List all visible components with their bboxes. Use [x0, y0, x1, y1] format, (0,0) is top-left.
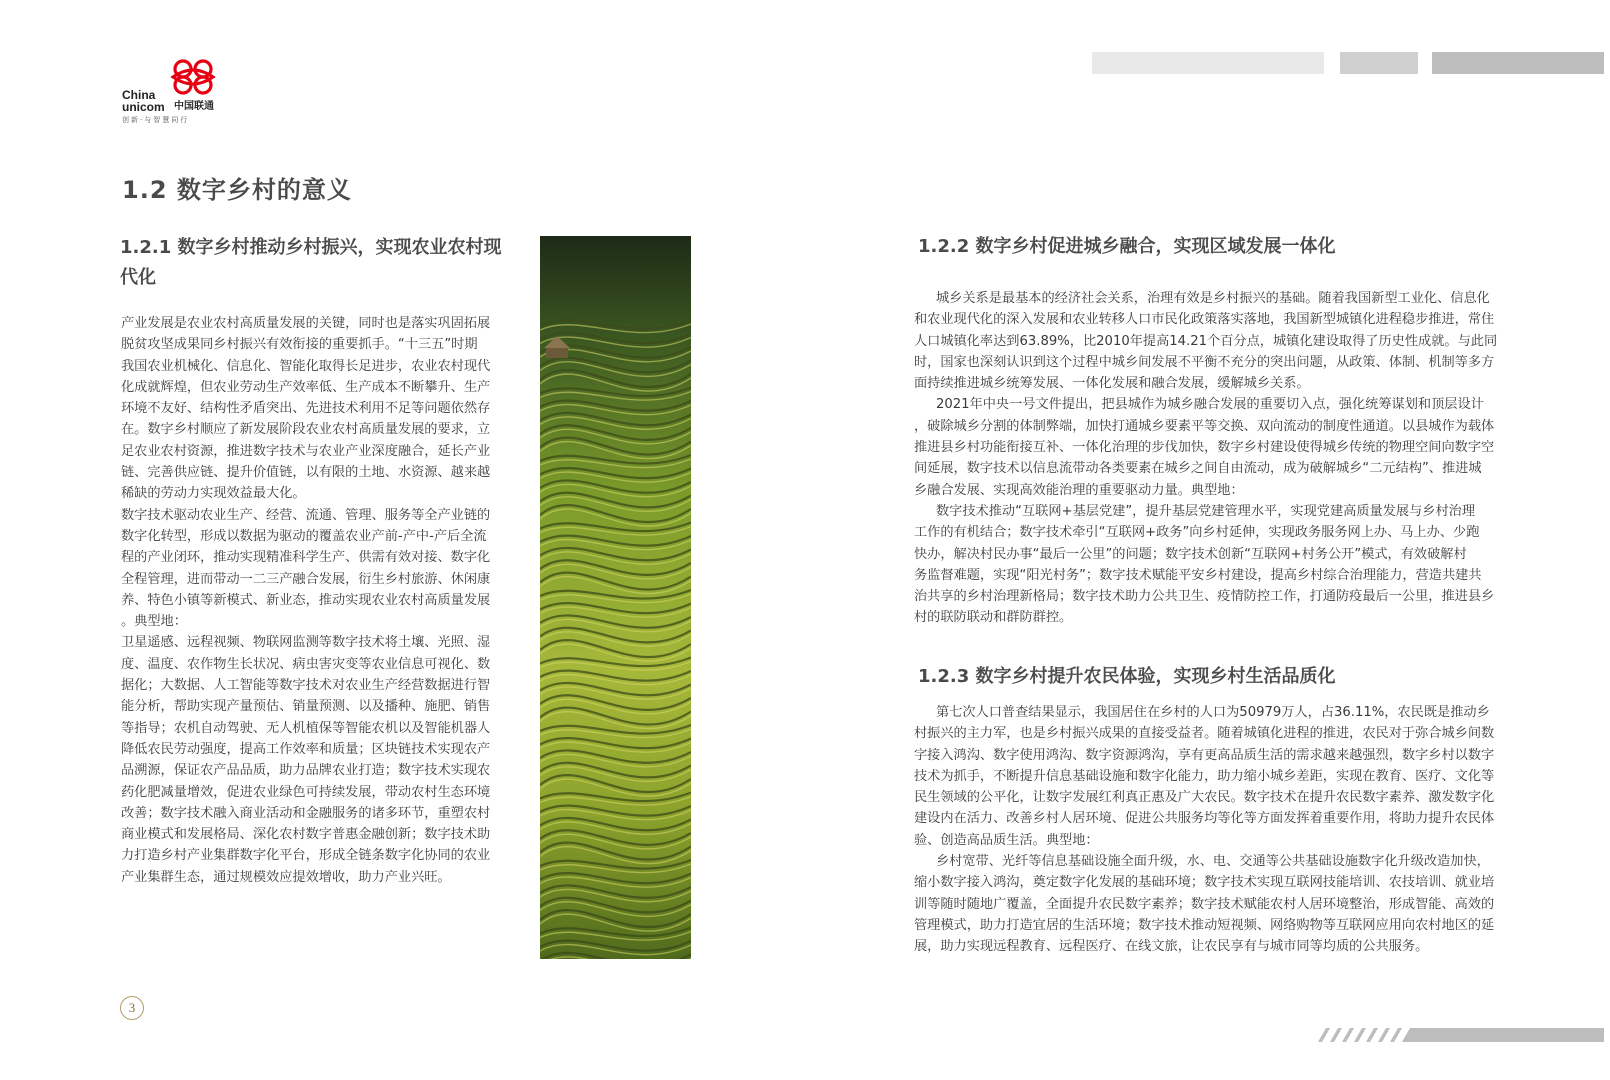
section-121-body [121, 313, 495, 888]
text-line: 建设内在活力、改善乡村人居环境、促进公共服务均等化等方面发挥着重要作用，将助力提升农民体 [914, 811, 1495, 827]
rice-terrace-photo [540, 236, 691, 959]
text-line: 民生领域的公平化，让数字发展红利真正惠及广大农民。数字技术在提升农民数字素养、激发数字化 [914, 790, 1495, 806]
page-title: 1.2 数字乡村的意义 [122, 176, 352, 204]
logo-brand-en-line1: China [122, 88, 156, 102]
text-line: 脱贫攻坚成果同乡村振兴有效衔接的重要抓手。“十三五”时期 [121, 337, 478, 353]
header-bar-2 [1340, 52, 1418, 74]
text-line: 缩小数字接入鸿沟，奠定数字化发展的基础环境；数字技术实现互联网技能培训、农技培训、就业培 [914, 875, 1495, 891]
text-line: 足农业农村资源，推进数字技术与农业产业深度融合，延长产业 [121, 443, 491, 459]
text-line: 面持续推进城乡统筹发展、一体化发展和融合发展，缓解城乡关系。 [914, 376, 1310, 392]
header-bar-3 [1432, 52, 1604, 74]
text-line: 验、创造高品质生活。典型地： [914, 832, 1099, 848]
text-line: 乡村宽带、光纤等信息基础设施全面升级，水、电、交通等公共基础设施数字化升级改造加快， [936, 854, 1490, 870]
unicom-knot-icon [164, 55, 222, 99]
text-line: 化成就辉煌，但农业劳动生产效率低、生产成本不断攀升、生产 [121, 379, 491, 395]
text-line: 管理模式，助力打造宜居的生活环境；数字技术推动短视频、网络购物等互联网应用向农村地区的延 [914, 917, 1495, 933]
china-unicom-logo [118, 55, 238, 130]
text-line: 时，国家也深刻认识到这个过程中城乡间发展不平衡不充分的突出问题，从政策、体制、机制等多方 [914, 354, 1495, 370]
text-line: 工作的有机结合；数字技术牵引“互联网+政务”向乡村延伸，实现政务服务网上办、马上办、少跑 [914, 525, 1480, 541]
text-line: 能分析，帮助实现产量预估、销量预测、以及播种、施肥、销售 [121, 699, 491, 715]
text-line: 乡融合发展、实现高效能治理的重要驱动力量。典型地： [914, 482, 1244, 498]
page-number: 3 [120, 996, 144, 1020]
text-line: 环境不友好、结构性矛盾突出、先进技术利用不足等问题依然存 [121, 401, 491, 417]
section-123-body [914, 702, 1495, 958]
text-line: 降低农民劳动强度，提高工作效率和质量；区块链技术实现农产 [121, 741, 491, 757]
text-line: ，破除城乡分割的体制弊端，加快打通城乡要素平等交换、双向流动的制度性通道。以县城作为载体 [914, 418, 1495, 434]
text-line: 村的联防联动和群防群控。 [914, 610, 1073, 626]
text-line: 在。数字乡村顺应了新发展阶段农业农村高质量发展的要求，立 [121, 422, 491, 438]
text-line: 品溯源，保证农产品品质，助力品牌农业打造；数字技术实现农 [121, 763, 491, 779]
text-line: 快办，解决村民办事“最后一公里”的问题；数字技术创新“互联网+村务公开”模式，有效破解村 [914, 546, 1467, 562]
text-line: 第七次人口普查结果显示，我国居住在乡村的人口为50979万人，占36.11%，农民既是推动乡 [936, 705, 1490, 720]
section-122-title: 1.2.2 数字乡村促进城乡融合，实现区域发展一体化 [918, 236, 1336, 257]
text-line: 卫星遥感、远程视频、物联网监测等数字技术将土壤、光照、湿 [121, 635, 491, 651]
text-line: 训等随时随地广覆盖，全面提升农民数字素养；数字技术赋能农村人居环境整治，形成智能、高效的 [914, 896, 1495, 912]
text-line: 改善；数字技术融入商业活动和金融服务的诸多环节，重塑农村 [121, 805, 491, 821]
text-line: 数字化转型，形成以数据为驱动的覆盖农业产前-产中-产后全流 [121, 528, 487, 544]
text-line: 程的产业闭环，推动实现精准科学生产、供需有效对接、数字化 [121, 550, 491, 566]
text-line: 等指导；农机自动驾驶、无人机植保等智能农机以及智能机器人 [121, 720, 491, 736]
text-line: 养、特色小镇等新模式、新业态，推动实现农业农村高质量发展 [121, 592, 491, 608]
text-line: 我国农业机械化、信息化、智能化取得长足进步，农业农村现代 [121, 358, 491, 374]
text-line: 治共享的乡村治理新格局；数字技术助力公共卫生、疫情防控工作，打通防疫最后一公里，推进县乡 [914, 589, 1495, 605]
section-121-title-line2: 代化 [120, 267, 156, 288]
text-line: 链、完善供应链、提升价值链，以有限的土地、水资源、越来越 [121, 465, 491, 481]
logo-brand-en-line2: unicom [122, 100, 165, 114]
section-121-title-line1: 1.2.1 数字乡村推动乡村振兴，实现农业农村现 [120, 237, 502, 258]
section-122-body [914, 288, 1498, 629]
text-line: 务监督难题，实现“阳光村务”；数字技术赋能平安乡村建设，提高乡村综合治理能力，营造共建共 [914, 567, 1482, 583]
text-line: 产业集群生态，通过规模效应提效增收，助力产业兴旺。 [121, 869, 451, 885]
footer-stripe-bar [1312, 1028, 1604, 1042]
text-line: 人口城镇化率达到63.89%，比2010年提高14.21个百分点，城镇化建设取得了历史性成就。与此同 [914, 333, 1498, 349]
text-line: 。典型地： [121, 614, 187, 630]
text-line: 村振兴的主力军，也是乡村振兴成果的直接受益者。随着城镇化进程的推进，农民对于弥合城乡间数 [914, 726, 1495, 742]
text-line: 数字技术推动“互联网+基层党建”，提升基层党建管理水平，实现党建高质量发展与乡村治理 [936, 503, 1476, 519]
logo-tagline: 创新·与智慧同行 [122, 116, 190, 124]
text-line: 力打造乡村产业集群数字化平台，形成全链条数字化协同的农业 [121, 848, 491, 864]
text-line: 和农业现代化的深入发展和农业转移人口市民化政策落实落地，我国新型城镇化进程稳步推进，常住 [914, 312, 1495, 328]
text-line: 展，助力实现远程教育、远程医疗、在线文旅，让农民享有与城市同等均质的公共服务。 [914, 939, 1429, 955]
text-line: 城乡关系是最基本的经济社会关系，治理有效是乡村振兴的基础。随着我国新型工业化、信息化 [936, 291, 1490, 306]
section-123-title: 1.2.3 数字乡村提升农民体验，实现乡村生活品质化 [918, 666, 1336, 687]
text-line: 稀缺的劳动力实现效益最大化。 [121, 486, 306, 502]
text-line: 全程管理，进而带动一二三产融合发展，衍生乡村旅游、休闲康 [121, 571, 491, 587]
section-121-title [120, 233, 510, 293]
text-line: 推进县乡村功能衔接互补、一体化治理的步伐加快，数字乡村建设使得城乡传统的物理空间向数字空 [914, 440, 1495, 456]
text-line: 据化；大数据、人工智能等数字技术对农业生产经营数据进行智 [121, 678, 491, 694]
text-line: 商业模式和发展格局、深化农村数字普惠金融创新；数字技术助 [121, 827, 491, 843]
text-line: 2021年中央一号文件提出，把县城作为城乡融合发展的重要切入点，强化统筹谋划和顶层设计 [936, 397, 1484, 413]
text-line: 产业发展是农业农村高质量发展的关键，同时也是落实巩固拓展 [121, 316, 491, 331]
logo-brand-cn: 中国联通 [174, 101, 214, 112]
text-line: 技术为抓手，不断提升信息基础设施和数字化能力，助力缩小城乡差距，实现在教育、医疗、文化等 [914, 768, 1495, 784]
text-line: 数字技术驱动农业生产、经营、流通、管理、服务等全产业链的 [121, 507, 491, 523]
text-line: 度、温度、农作物生长状况、病虫害灾变等农业信息可视化、数 [121, 656, 491, 672]
text-line: 药化肥减量增效，促进农业绿色可持续发展，带动农村生态环境 [121, 784, 491, 800]
header-bar-1 [1092, 52, 1324, 74]
text-line: 字接入鸿沟、数字使用鸿沟、数字资源鸿沟，享有更高品质生活的需求越来越强烈，数字乡村以数字 [914, 747, 1495, 763]
text-line: 间延展，数字技术以信息流带动各类要素在城乡之间自由流动，成为破解城乡“二元结构”、推进城 [914, 461, 1482, 477]
